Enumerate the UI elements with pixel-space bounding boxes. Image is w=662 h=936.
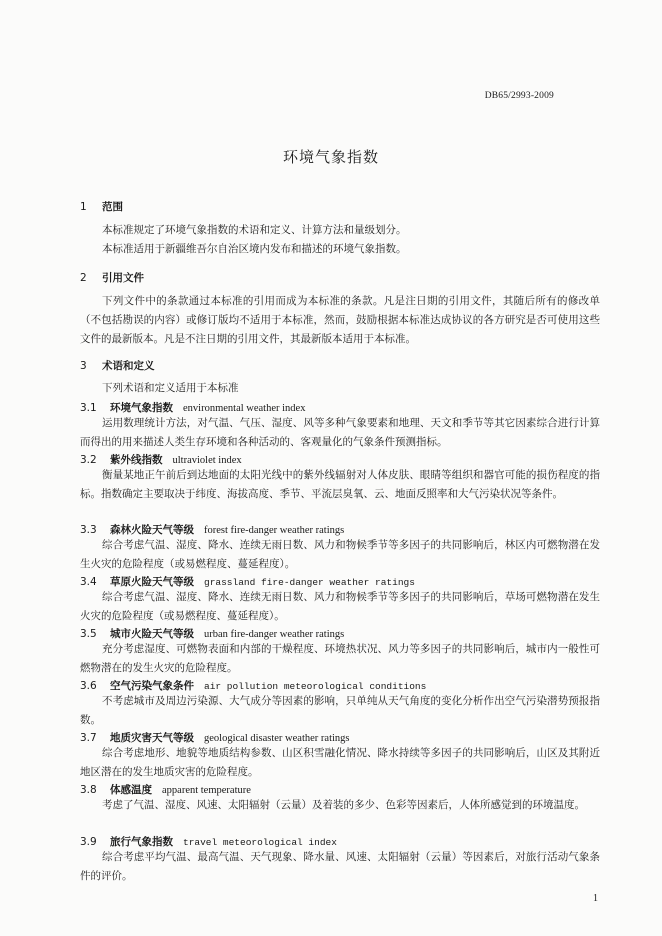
term-english: ultraviolet index <box>172 455 242 466</box>
section-number: 2 <box>80 272 87 284</box>
term-heading <box>80 730 350 745</box>
term-english: travel meteorological index <box>183 837 337 848</box>
document-title: 环境气象指数 <box>282 148 379 166</box>
paragraph: 本标准规定了环境气象指数的术语和定义、计算方法和量级划分。 <box>102 224 407 236</box>
term-definition: 运用数理统计方法，对气温、气压、湿度、风等多种气象要素和地理、天文和季节等其它因素综合进行计算而得出的用来描述人类生存环境和各种活动的、客观量化的气象条件预测指标。 <box>80 417 600 448</box>
term-number: 3.3 <box>80 524 97 536</box>
term-heading <box>80 626 344 641</box>
term-heading <box>80 834 337 849</box>
section-heading-scope <box>80 199 123 214</box>
section-title: 范围 <box>102 201 123 213</box>
term-heading <box>80 782 251 797</box>
section-title: 术语和定义 <box>102 360 155 372</box>
term-chinese: 空气污染气象条件 <box>110 680 194 692</box>
term-english: air pollution meteorological conditions <box>204 681 427 692</box>
term-chinese: 体感温度 <box>110 784 152 796</box>
term-english: environmental weather index <box>183 403 306 414</box>
term-heading <box>80 678 426 693</box>
term-english: grassland fire-danger weather ratings <box>204 577 415 588</box>
term-definition: 衡量某地正午前后到达地面的太阳光线中的紫外线辐射对人体皮肤、眼睛等组织和器官可能的损伤程度的指标。指数确定主要取决于纬度、海拔高度、季节、平流层臭氧、云、地面反照率和大气污染状况等条件。 <box>80 469 600 500</box>
term-english: forest fire-danger weather ratings <box>204 525 345 536</box>
term-chinese: 地质灾害天气等级 <box>110 732 194 744</box>
term-chinese: 草原火险天气等级 <box>110 576 194 588</box>
term-chinese: 环境气象指数 <box>110 402 173 414</box>
paragraph: 下列文件中的条款通过本标准的引用而成为本标准的条款。凡是注日期的引用文件，其随后所有的修改单（不包括勘误的内容）或修订版均不适用于本标准，然而，鼓励根据本标准达成协议的各方研究是否可使用这些文件的最新版本。凡是不注日期的引用文件，其最新版本适用于本标准。 <box>80 295 600 345</box>
term-definition: 不考虑城市及周边污染源、大气成分等因素的影响，只单纯从天气角度的变化分析作出空气污染潜势预报指数。 <box>80 695 600 726</box>
term-definition: 综合考虑气温、湿度、降水、连续无雨日数、风力和物候季节等多因子的共同影响后，草场可燃物潜在发生火灾的危险程度（或易燃程度、蔓延程度）。 <box>80 591 600 622</box>
term-heading <box>80 400 305 415</box>
term-number: 3.4 <box>80 576 97 588</box>
term-chinese: 旅行气象指数 <box>110 836 173 848</box>
standard-number: DB65/2993-2009 <box>484 91 554 101</box>
section-title: 引用文件 <box>102 272 144 284</box>
term-number: 3.6 <box>80 680 97 692</box>
term-heading <box>80 452 242 467</box>
term-english: geological disaster weather ratings <box>204 733 350 744</box>
section-heading-terms <box>80 358 155 373</box>
term-number: 3.5 <box>80 628 97 640</box>
term-number: 3.9 <box>80 836 97 848</box>
term-definition: 考虑了气温、湿度、风速、太阳辐射（云量）及着装的多少、色彩等因素后，人体所感觉到的环境温度。 <box>102 799 585 811</box>
term-number: 3.7 <box>80 732 97 744</box>
term-chinese: 紫外线指数 <box>110 454 163 466</box>
term-definition: 充分考虑湿度、可燃物表面和内部的干燥程度、环境热状况、风力等多因子的共同影响后，城市内一般性可燃物潜在的发生火灾的危险程度。 <box>80 643 600 674</box>
section-intro: 下列术语和定义适用于本标准 <box>102 382 239 394</box>
term-heading <box>80 574 415 589</box>
term-definition: 综合考虑平均气温、最高气温、天气现象、降水量、风速、太阳辐射（云量）等因素后，对旅行活动气象条件的评价。 <box>80 851 600 882</box>
term-definition: 综合考虑气温、湿度、降水、连续无雨日数、风力和物候季节等多因子的共同影响后，林区内可燃物潜在发生火灾的危险程度（或易燃程度、蔓延程度）。 <box>80 539 600 570</box>
term-number: 3.8 <box>80 784 97 796</box>
term-definition: 综合考虑地形、地貌等地质结构参数、山区积雪融化情况、降水持续等多因子的共同影响后，山区及其附近地区潜在的发生地质灾害的危险程度。 <box>80 747 600 778</box>
paragraph: 本标准适用于新疆维吾尔自治区境内发布和描述的环境气象指数。 <box>102 243 407 255</box>
section-number: 1 <box>80 201 87 213</box>
term-number: 3.2 <box>80 454 97 466</box>
term-chinese: 城市火险天气等级 <box>110 628 194 640</box>
term-heading <box>80 522 344 537</box>
term-english: urban fire-danger weather ratings <box>204 629 345 640</box>
term-number: 3.1 <box>80 402 97 414</box>
page-number: 1 <box>593 893 598 904</box>
section-heading-references <box>80 270 144 285</box>
section-number: 3 <box>80 360 87 372</box>
term-chinese: 森林火险天气等级 <box>110 524 194 536</box>
term-english: apparent temperature <box>162 785 251 796</box>
